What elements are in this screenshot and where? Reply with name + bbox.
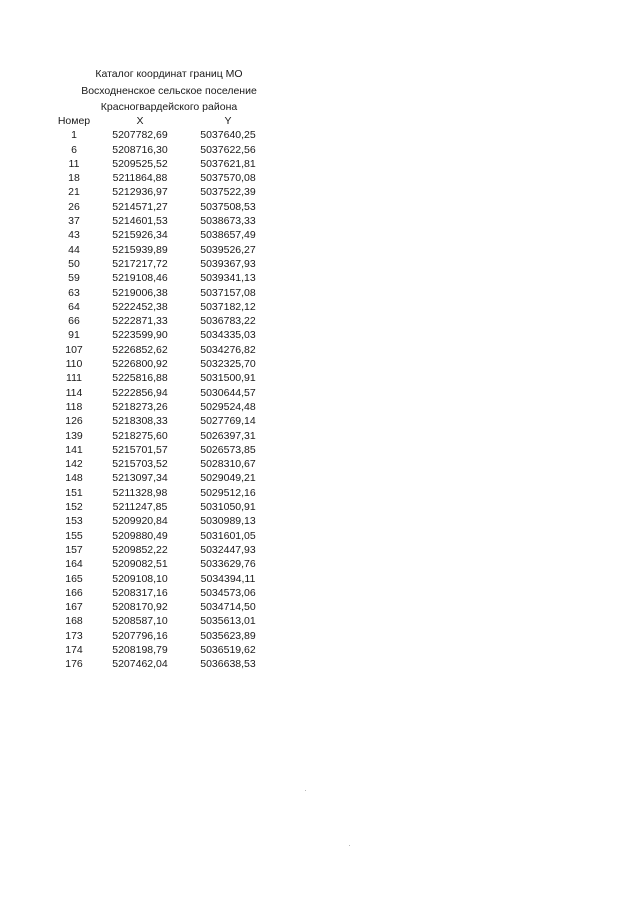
table-row bbox=[52, 543, 272, 557]
table-body bbox=[52, 128, 272, 671]
cell-x: 5208587,10 bbox=[112, 615, 168, 628]
table-row bbox=[52, 529, 272, 543]
cell-x: 5217217,72 bbox=[112, 257, 168, 270]
cell-y: 5037522,39 bbox=[200, 186, 256, 199]
cell-x: 5208317,16 bbox=[112, 586, 168, 599]
cell-x: 5226852,62 bbox=[112, 343, 168, 356]
cell-x: 5209108,10 bbox=[112, 572, 168, 585]
cell-x: 5219108,46 bbox=[112, 272, 168, 285]
cell-x: 5214601,53 bbox=[112, 215, 168, 228]
cell-number: 152 bbox=[65, 501, 83, 514]
cell-number: 153 bbox=[65, 515, 83, 528]
cell-number: 11 bbox=[68, 157, 80, 170]
cell-number: 142 bbox=[65, 458, 83, 471]
cell-x: 5218308,33 bbox=[112, 415, 168, 428]
cell-number: 26 bbox=[68, 200, 80, 213]
cell-number: 157 bbox=[65, 543, 83, 556]
cell-number: 64 bbox=[68, 300, 80, 313]
cell-y: 5034573,06 bbox=[200, 586, 256, 599]
cell-x: 5215703,52 bbox=[112, 458, 168, 471]
table-row bbox=[52, 143, 272, 157]
table-row bbox=[52, 657, 272, 671]
cell-number: 21 bbox=[68, 186, 80, 199]
cell-x: 5211247,85 bbox=[112, 501, 168, 514]
cell-x: 5222871,33 bbox=[112, 315, 168, 328]
cell-y: 5037621,81 bbox=[200, 157, 256, 170]
table-row bbox=[52, 200, 272, 214]
table-row bbox=[52, 514, 272, 528]
cell-number: 114 bbox=[65, 386, 83, 399]
title-line-3: Красногвардейского района bbox=[100, 101, 238, 113]
cell-number: 111 bbox=[66, 372, 82, 385]
cell-number: 165 bbox=[65, 572, 83, 585]
document-title bbox=[56, 66, 282, 116]
cell-y: 5027769,14 bbox=[200, 415, 256, 428]
cell-number: 63 bbox=[68, 286, 80, 299]
title-line-1: Каталог координат границ МО bbox=[95, 68, 243, 80]
cell-number: 44 bbox=[68, 243, 80, 256]
table-row bbox=[52, 157, 272, 171]
cell-y: 5032325,70 bbox=[200, 358, 256, 371]
cell-y: 5039526,27 bbox=[200, 243, 256, 256]
cell-y: 5037182,12 bbox=[200, 300, 256, 313]
cell-number: 164 bbox=[65, 558, 83, 571]
cell-x: 5209525,52 bbox=[112, 157, 168, 170]
cell-y: 5036638,53 bbox=[200, 658, 256, 671]
cell-number: 167 bbox=[65, 601, 83, 614]
cell-number: 110 bbox=[65, 358, 83, 371]
table-row bbox=[52, 343, 272, 357]
header-x: X bbox=[136, 115, 144, 127]
cell-x: 5223599,90 bbox=[112, 329, 168, 342]
table-row bbox=[52, 185, 272, 199]
scan-speck bbox=[349, 845, 350, 846]
cell-x: 5207462,04 bbox=[112, 658, 168, 671]
cell-y: 5032447,93 bbox=[200, 543, 256, 556]
table-row bbox=[52, 643, 272, 657]
cell-y: 5037622,56 bbox=[200, 143, 256, 156]
table-row bbox=[52, 486, 272, 500]
table-row bbox=[52, 600, 272, 614]
cell-y: 5035623,89 bbox=[200, 629, 256, 642]
cell-y: 5029049,21 bbox=[200, 472, 256, 485]
cell-y: 5031050,91 bbox=[200, 501, 256, 514]
cell-x: 5215939,89 bbox=[112, 243, 168, 256]
cell-x: 5209880,49 bbox=[112, 529, 168, 542]
cell-x: 5215926,34 bbox=[112, 229, 168, 242]
table-row bbox=[52, 371, 272, 385]
cell-number: 50 bbox=[68, 257, 80, 270]
cell-number: 139 bbox=[65, 429, 83, 442]
table-row bbox=[52, 257, 272, 271]
cell-x: 5208170,92 bbox=[112, 601, 168, 614]
cell-y: 5034276,82 bbox=[200, 343, 256, 356]
cell-number: 91 bbox=[68, 329, 80, 342]
cell-x: 5209852,22 bbox=[112, 543, 168, 556]
table-row bbox=[52, 443, 272, 457]
cell-y: 5026397,31 bbox=[200, 429, 256, 442]
cell-y: 5031601,05 bbox=[200, 529, 256, 542]
scan-speck bbox=[305, 790, 306, 791]
cell-number: 59 bbox=[68, 272, 80, 285]
cell-x: 5207782,69 bbox=[112, 129, 168, 142]
cell-number: 173 bbox=[65, 629, 83, 642]
cell-x: 5208716,30 bbox=[112, 143, 168, 156]
cell-number: 166 bbox=[65, 586, 83, 599]
cell-number: 176 bbox=[65, 658, 83, 671]
cell-x: 5211864,88 bbox=[112, 172, 168, 185]
cell-x: 5218273,26 bbox=[112, 400, 168, 413]
cell-y: 5026573,85 bbox=[200, 443, 256, 456]
title-line-2: Восходненское сельское поселение bbox=[81, 84, 257, 97]
table-row bbox=[52, 286, 272, 300]
cell-number: 66 bbox=[68, 315, 80, 328]
table-header-row bbox=[52, 114, 272, 128]
table-row bbox=[52, 414, 272, 428]
table-row bbox=[52, 300, 272, 314]
cell-x: 5214571,27 bbox=[112, 200, 168, 213]
table-row bbox=[52, 357, 272, 371]
cell-number: 155 bbox=[65, 529, 83, 542]
table-row bbox=[52, 614, 272, 628]
table-row bbox=[52, 271, 272, 285]
cell-x: 5208198,79 bbox=[112, 643, 168, 656]
cell-y: 5028310,67 bbox=[200, 458, 256, 471]
table-row bbox=[52, 400, 272, 414]
cell-y: 5037640,25 bbox=[200, 129, 256, 142]
table-row bbox=[52, 314, 272, 328]
cell-number: 37 bbox=[68, 215, 80, 228]
cell-y: 5039341,13 bbox=[200, 272, 256, 285]
table-row bbox=[52, 471, 272, 485]
cell-y: 5034714,50 bbox=[200, 601, 256, 614]
cell-y: 5034335,03 bbox=[200, 329, 256, 342]
cell-y: 5034394,11 bbox=[200, 572, 256, 585]
cell-x: 5222856,94 bbox=[112, 386, 168, 399]
table-row bbox=[52, 572, 272, 586]
cell-y: 5030989,13 bbox=[200, 515, 256, 528]
cell-number: 107 bbox=[65, 343, 83, 356]
table-row bbox=[52, 128, 272, 142]
coordinates-table bbox=[52, 114, 272, 672]
cell-number: 148 bbox=[65, 472, 83, 485]
cell-y: 5029524,48 bbox=[200, 400, 256, 413]
header-y: Y bbox=[224, 115, 232, 127]
cell-x: 5212936,97 bbox=[112, 186, 168, 199]
cell-y: 5039367,93 bbox=[200, 257, 256, 270]
cell-y: 5036519,62 bbox=[200, 643, 256, 656]
cell-number: 1 bbox=[71, 129, 77, 142]
cell-y: 5033629,76 bbox=[200, 558, 256, 571]
cell-number: 168 bbox=[65, 615, 83, 628]
cell-y: 5037157,08 bbox=[200, 286, 256, 299]
cell-y: 5038657,49 bbox=[200, 229, 256, 242]
table-row bbox=[52, 243, 272, 257]
table-row bbox=[52, 429, 272, 443]
cell-x: 5209082,51 bbox=[112, 558, 168, 571]
cell-x: 5225816,88 bbox=[112, 372, 168, 385]
cell-y: 5037570,08 bbox=[200, 172, 256, 185]
table-row bbox=[52, 629, 272, 643]
cell-number: 18 bbox=[68, 172, 80, 185]
table-row bbox=[52, 557, 272, 571]
table-row bbox=[52, 171, 272, 185]
cell-y: 5035613,01 bbox=[200, 615, 256, 628]
table-row bbox=[52, 328, 272, 342]
table-row bbox=[52, 386, 272, 400]
cell-number: 126 bbox=[65, 415, 83, 428]
cell-x: 5209920,84 bbox=[112, 515, 168, 528]
cell-x: 5218275,60 bbox=[112, 429, 168, 442]
cell-x: 5211328,98 bbox=[112, 486, 168, 499]
cell-x: 5207796,16 bbox=[112, 629, 168, 642]
table-row bbox=[52, 586, 272, 600]
cell-x: 5226800,92 bbox=[112, 358, 168, 371]
header-number: Номер bbox=[57, 115, 91, 127]
table-row bbox=[52, 457, 272, 471]
cell-number: 174 bbox=[65, 643, 83, 656]
cell-y: 5029512,16 bbox=[200, 486, 256, 499]
cell-y: 5037508,53 bbox=[200, 200, 256, 213]
cell-y: 5038673,33 bbox=[200, 215, 256, 228]
table-row bbox=[52, 500, 272, 514]
cell-x: 5219006,38 bbox=[112, 286, 168, 299]
cell-number: 43 bbox=[68, 229, 80, 242]
table-row bbox=[52, 228, 272, 242]
cell-number: 118 bbox=[65, 400, 83, 413]
cell-number: 151 bbox=[65, 486, 83, 499]
table-row bbox=[52, 214, 272, 228]
cell-number: 6 bbox=[71, 143, 77, 156]
cell-number: 141 bbox=[65, 443, 83, 456]
cell-x: 5213097,34 bbox=[112, 472, 168, 485]
cell-x: 5215701,57 bbox=[112, 443, 168, 456]
cell-x: 5222452,38 bbox=[112, 300, 168, 313]
cell-y: 5036783,22 bbox=[200, 315, 256, 328]
cell-y: 5031500,91 bbox=[200, 372, 256, 385]
cell-y: 5030644,57 bbox=[200, 386, 256, 399]
